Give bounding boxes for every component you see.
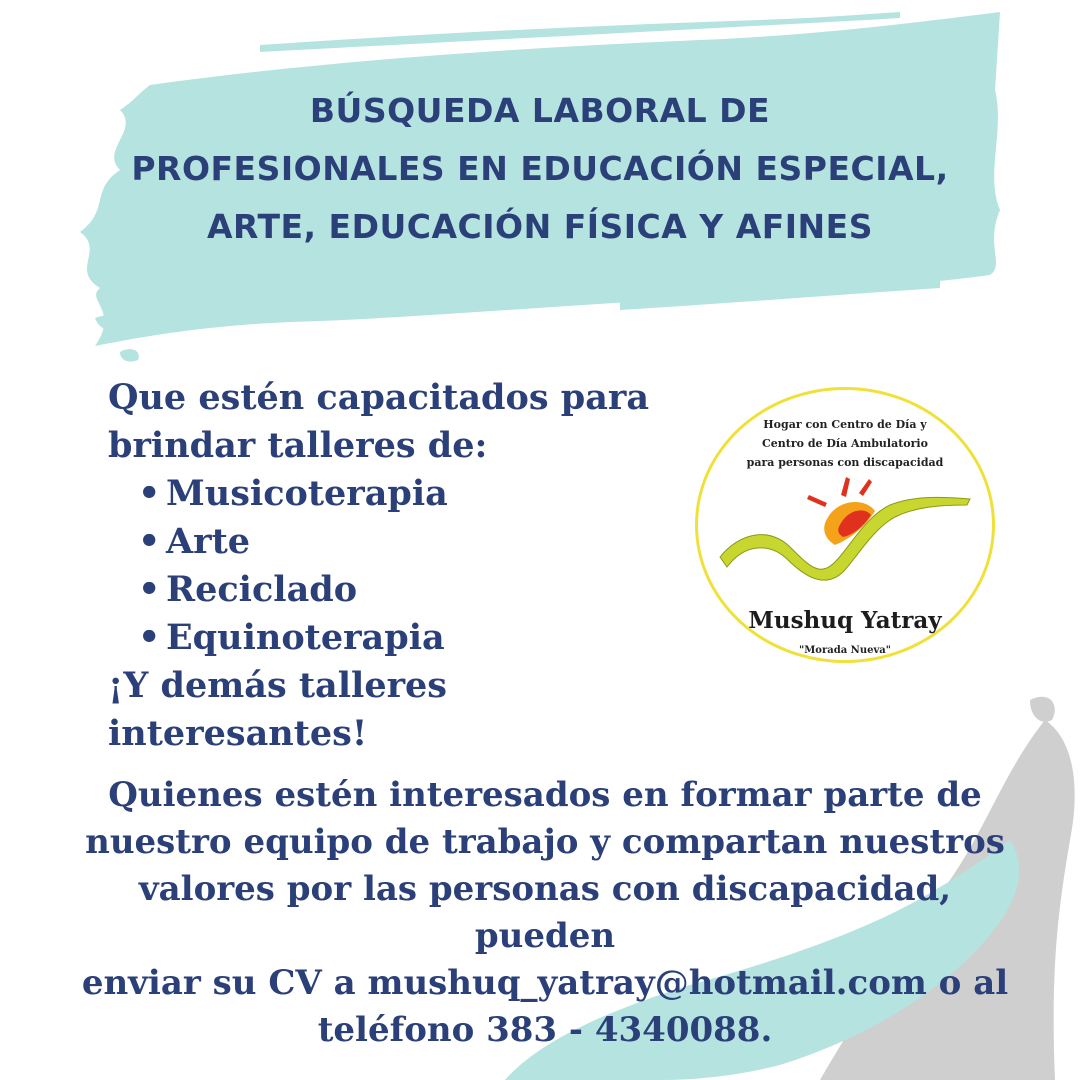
contact-paragraph <box>80 772 1010 1054</box>
top-brush-fleck <box>120 349 139 361</box>
contact-line: Quienes estén interesados en formar parte de <box>108 775 982 815</box>
workshop-item <box>138 566 688 614</box>
headline-line: ARTE, EDUCACIÓN FÍSICA Y AFINES <box>207 207 873 246</box>
logo-subtitle: "Morada Nueva" <box>799 645 891 656</box>
logo-caption-line: Hogar con Centro de Día y <box>763 418 927 431</box>
logo-caption <box>725 415 965 472</box>
logo-caption-line: para personas con discapacidad <box>746 456 944 469</box>
workshop-item-label: Reciclado <box>166 569 358 610</box>
workshop-item-label: Musicoterapia <box>166 473 448 514</box>
headline-line: PROFESIONALES EN EDUCACIÓN ESPECIAL, <box>131 149 949 188</box>
headline-line: BÚSQUEDA LABORAL DE <box>309 91 771 130</box>
organization-logo <box>695 387 995 663</box>
workshop-list <box>108 470 688 662</box>
contact-line: valores por las personas con discapacidad, pueden <box>138 869 952 956</box>
contact-line: enviar su CV a mushuq_yatray@hotmail.com o al <box>81 963 1009 1003</box>
logo-caption-line: Centro de Día Ambulatorio <box>762 437 928 450</box>
workshop-item-label: Arte <box>166 521 251 562</box>
workshop-item-label: Equinoterapia <box>166 617 445 658</box>
intro-lead <box>108 374 688 470</box>
contact-line: nuestro equipo de trabajo y compartan nuestros <box>85 822 1005 862</box>
mushuq-yatray-logo-icon <box>715 477 975 587</box>
intro-lead-line: brindar talleres de: <box>108 425 488 466</box>
headline <box>90 82 990 256</box>
workshop-item <box>138 518 688 566</box>
gray-brush-streak <box>1030 697 1055 722</box>
workshop-item <box>138 470 688 518</box>
logo-name: Mushuq Yatray <box>748 607 942 634</box>
intro-lead-line: Que estén capacitados para <box>108 377 649 418</box>
workshop-intro <box>108 374 688 758</box>
intro-closing: ¡Y demás talleres interesantes! <box>108 665 447 754</box>
contact-line: teléfono 383 - 4340088. <box>317 1010 773 1050</box>
workshop-item <box>138 614 688 662</box>
